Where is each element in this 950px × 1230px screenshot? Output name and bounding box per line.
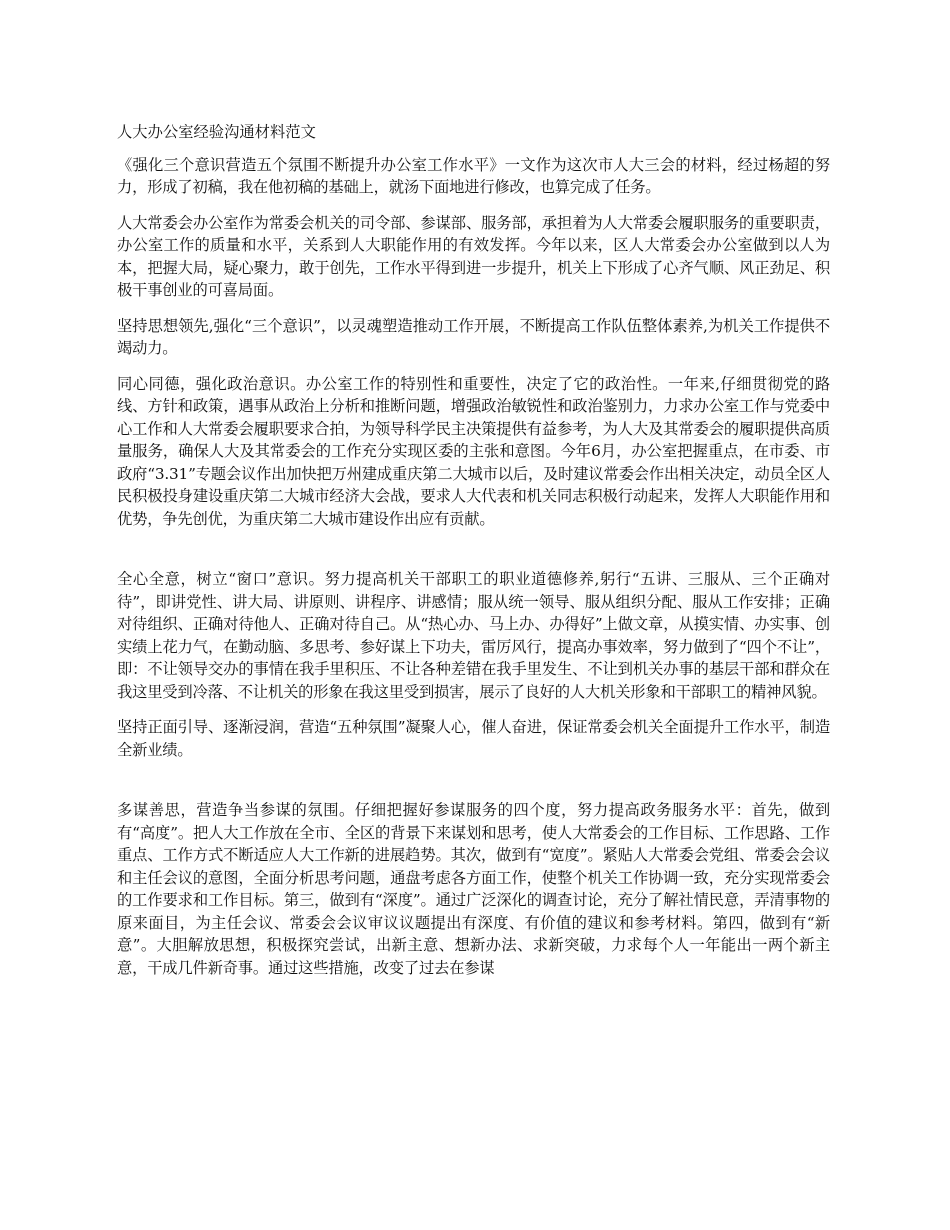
paragraph-spacer (117, 774, 830, 799)
paragraph-spacer (117, 543, 830, 568)
paragraph-three-awareness: 坚持思想领先,强化“三个意识”，以灵魂塑造推动工作开展，不断提高工作队伍整体素养,为机关工作提供不竭动力。 (117, 316, 830, 357)
paragraph-window-awareness: 全心全意，树立“窗口”意识。努力提高机关干部职工的职业道德修养,躬行“五讲、三服从、三个正确对待”，即讲党性、讲大局、讲原则、讲程序、讲感情；服从统一领导、服从组织分配、服从工作安排；正确对待组织、正确对待他人、正确对待自己。从“热心办、马上办、办得好”上做文章，从摸实情、办实事、创实绩上花力气，在勤动脑、多思考、参好谋上下功夫，雷厉风行，提高办事效率，努力做到了“四个不让”，即：不让领导交办的事情在我手里积压、不让各种差错在我手里发生、不让到机关办事的基层干部和群众在我这里受到冷落、不让机关的形象在我这里受到损害，展示了良好的人大机关形象和干部职工的精神风貌。 (117, 570, 830, 701)
document-title: 人大办公室经验沟通材料范文 (117, 123, 316, 141)
paragraph-five-atmospheres: 坚持正面引导、逐渐浸润，营造“五种氛围”凝聚人心，催人奋进，保证常委会机关全面提升工作水平，制造全新业绩。 (117, 718, 830, 759)
paragraph-political-awareness: 同心同德，强化政治意识。办公室工作的特别性和重要性，决定了它的政治性。一年来,仔细贯彻党的路线、方针和政策，遇事从政治上分析和推断问题，增强政治敏锐性和政治鉴别力，力求办公室工作与党委中心工作和人大常委会履职要求合拍，为领导科学民主决策提供有益参考，为人大及其常委会的履职提供高质量服务，确保人大及其常委会的工作充分实现区委的主张和意图。今年6月，办公室把握重点，在市委、市政府“3.31”专题会议作出加快把万州建成重庆第二大城市以后，及时建议常委会作出相关决定，动员全区人民积极投身建设重庆第二大城市经济大会战，要求人大代表和机关同志积极行动起来，发挥人大职能作用和优势，争先创优，为重庆第二大城市建设作出应有贡献。 (117, 374, 830, 528)
paragraph-intro: 《强化三个意识营造五个氛围不断提升办公室工作水平》一文作为这次市人大三会的材料，经过杨超的努力，形成了初稿，我在他初稿的基础上，就汤下面地进行修改，也算完成了任务。 (117, 155, 830, 196)
paragraph-advisory-service: 多谋善思，营造争当参谋的氛围。仔细把握好参谋服务的四个度，努力提高政务服务水平：首先，做到有“高度”。把人大工作放在全市、全区的背景下来谋划和思考，使人大常委会的工作目标、工作思路、工作重点、工作方式不断适应人大工作新的进展趋势。其次，做到有“宽度”。紧贴人大常委会党组、常委会会议和主任会议的意图，全面分析思考问题，通盘考虑各方面工作，使整个机关工作协调一致，充分实现常委会的工作要求和工作目标。第三，做到有“深度”。通过广泛深化的调查讨论，充分了解社情民意，弄清事物的原来面目，为主任会议、常委会会议审议议题提出有深度、有价值的建议和参考材料。第四，做到有“新意”。大胆解放思想，积极探究尝试，出新主意、想新办法、求新突破，力求每个人一年能出一两个新主意，干成几件新奇事。通过这些措施，改变了过去在参谋 (117, 801, 830, 977)
paragraph-office-role: 人大常委会办公室作为常委会机关的司令部、参谋部、服务部，承担着为人大常委会履职服务的重要职责，办公室工作的质量和水平，关系到人大职能作用的有效发挥。今年以来，区人大常委会办公室做到以人为本，把握大局，疑心聚力，敢于创先，工作水平得到进一步提升，机关上下形成了心齐气顺、风正劲足、积极干事创业的可喜局面。 (117, 213, 830, 299)
